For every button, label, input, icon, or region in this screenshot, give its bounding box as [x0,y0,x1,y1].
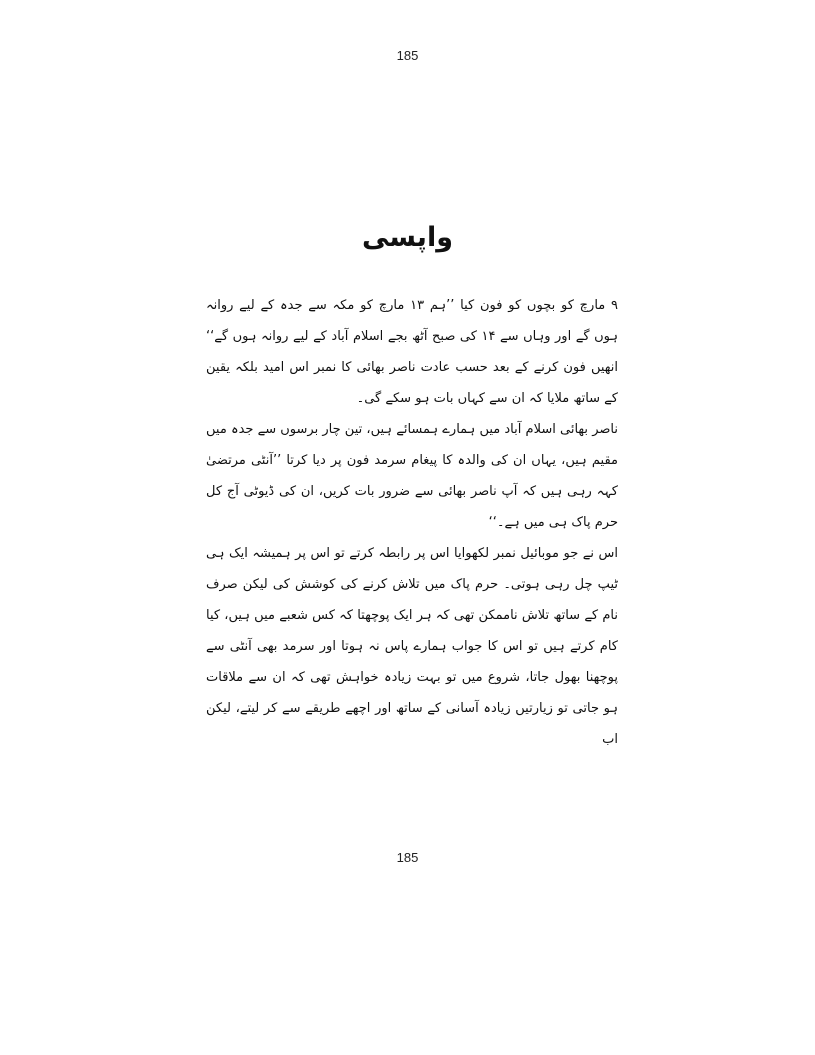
page-number-top: 185 [396,48,419,63]
chapter-title: واپسی [362,222,453,253]
paragraph-1: ۹ مارچ کو بچوں کو فون کیا ’’ہم ۱۳ مارچ کو مکہ سے جدہ کے لیے روانہ ہوں گے اور وہاں سے ۱۴ کی صبح آٹھ بجے اسلام آباد کے لیے روانہ ہوں گے‘‘ انھیں فون کرنے کے بعد حسب عادت ناصر بھائی کا نمبر اس امید بلکہ یقین کے ساتھ ملایا کہ ان سے کہاں بات ہو سکے گی۔ [206,298,618,406]
paragraph-2: ناصر بھائی اسلام آباد میں ہمارے ہمسائے ہیں، تین چار برسوں سے جدہ میں مقیم ہیں، یہاں ان کی والدہ کا پیغام سرمد فون پر دیا کرتا ’’آنٹی مرتضیٰ کہہ رہی ہیں کہ آپ ناصر بھائی سے ضرور بات کریں، ان کی ڈیوٹی آج کل حرم پاک ہی میں ہے۔‘‘ [206,422,618,530]
paragraph-3: اس نے جو موبائیل نمبر لکھوایا اس پر رابطہ کرتے تو اس پر ہمیشہ ایک ہی ٹیپ چل رہی ہوتی۔ حرم پاک میں تلاش کرنے کی کوشش کی لیکن صرف نام کے ساتھ تلاش ناممکن تھی کہ ہر ایک پوچھتا کہ کس شعبے میں ہیں، کیا کام کرتے ہیں تو اس کا جواب ہمارے پاس نہ ہوتا اور سرمد بھی آنٹی سے پوچھنا بھول جاتا، شروع میں تو بہت زیادہ خواہش تھی کہ ان سے ملاقات ہو جاتی تو زیارتیں زیادہ آسانی کے ساتھ اور اچھے طریقے سے کر لیتے، لیکن اب [206,546,618,747]
page-number-bottom: 185 [396,850,419,865]
body-text [206,290,618,755]
